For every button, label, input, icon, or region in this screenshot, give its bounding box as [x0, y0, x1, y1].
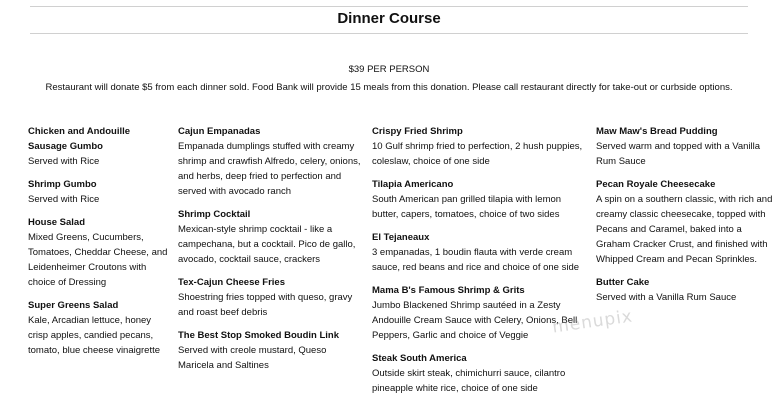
menu-column-appetizers-soups: [28, 124, 170, 366]
menu-item-name: Mama B's Famous Shrimp & Grits: [372, 285, 525, 296]
menu-item-description: Mexican-style shrimp cocktail - like a campechana, but a cocktail. Pico de gallo, avocado, cocktail sauce, crackers: [178, 224, 356, 265]
menu-item-description: Kale, Arcadian lettuce, honey crisp apples, candied pecans, tomato, blue cheese vinaigrette: [28, 315, 161, 356]
menu-item: [28, 124, 170, 169]
menu-item-name: Steak South America: [372, 353, 467, 364]
menu-item-description: 3 empanadas, 1 boudin flauta with verde cream sauce, red beans and rice and choice of one side: [372, 247, 580, 273]
menu-item-name: Pecan Royale Cheesecake: [596, 179, 716, 190]
menu-item-name: Shrimp Cocktail: [178, 209, 251, 220]
top-divider: [30, 6, 748, 7]
menu-item: [28, 298, 170, 358]
menu-item: [596, 177, 774, 267]
menu-item-name: Tilapia Americano: [372, 179, 454, 190]
menu-item: [178, 124, 363, 199]
menu-item-description: Jumbo Blackened Shrimp sautéed in a Zesty Andouille Cream Sauce with Celery, Onions, Bell Peppers, Garlic and choice of Veggie: [372, 300, 578, 341]
menu-item: [28, 177, 170, 207]
price-per-person: $39 PER PERSON: [348, 64, 430, 75]
menu-item-name: Cajun Empanadas: [178, 126, 261, 137]
menu-item: [372, 351, 590, 396]
menu-item-name: Chicken and Andouille Sausage Gumbo: [28, 126, 131, 152]
menu-item-description: A spin on a southern classic, with rich and creamy classic cheesecake, topped with Pecans and Caramel, baked into a Graham Cracker Crust, and finished with Whipped Cream and Pecan Sprinkles.: [596, 194, 773, 265]
menu-item: [372, 230, 590, 275]
menu-column-desserts: [596, 124, 774, 313]
menu-column-starters: [178, 124, 363, 381]
menu-item-name: The Best Stop Smoked Boudin Link: [178, 330, 339, 341]
menu-item-description: South American pan grilled tilapia with lemon butter, capers, tomatoes, choice of two sides: [372, 194, 562, 220]
menu-item: [178, 275, 363, 320]
menu-item-description: Served warm and topped with a Vanilla Rum Sauce: [596, 141, 761, 167]
menu-item: [596, 124, 774, 169]
menu-item: [372, 124, 590, 169]
title-divider: [30, 33, 748, 34]
menu-item-description: Mixed Greens, Cucumbers, Tomatoes, Cheddar Cheese, and Leidenheimer Croutons with choice of Dressing: [28, 232, 168, 288]
menu-item-name: Crispy Fried Shrimp: [372, 126, 463, 137]
donation-note: Restaurant will donate $5 from each dinner sold. Food Bank will provide 15 meals from this donation. Please call restaurant directly for take-out or curbside options.: [45, 82, 733, 93]
menu-item-description: 10 Gulf shrimp fried to perfection, 2 hush puppies, coleslaw, choice of one side: [372, 141, 583, 167]
menu-item: [372, 177, 590, 222]
menu-item-description: Outside skirt steak, chimichurri sauce, cilantro pineapple white rice, choice of one side: [372, 368, 566, 394]
menu-item-description: Served with a Vanilla Rum Sauce: [596, 292, 737, 303]
page-title: Dinner Course: [337, 10, 441, 27]
menu-item-description: Empanada dumplings stuffed with creamy shrimp and crawfish Alfredo, celery, onions, and herbs, deep fried to perfection and served with avocado ranch: [178, 141, 361, 197]
menu-item-name: Tex-Cajun Cheese Fries: [178, 277, 286, 288]
menu-item: [596, 275, 774, 305]
menu-item-description: Shoestring fries topped with queso, gravy and roast beef debris: [178, 292, 353, 318]
menu-item-name: Super Greens Salad: [28, 300, 119, 311]
menu-item-description: Served with Rice: [28, 194, 100, 205]
menu-item-name: House Salad: [28, 217, 86, 228]
menu-item-name: Shrimp Gumbo: [28, 179, 97, 190]
menu-item-description: Served with creole mustard, Queso Maricela and Saltines: [178, 345, 327, 371]
menu-item: [28, 215, 170, 290]
menu-item: [178, 207, 363, 267]
menu-item-name: Maw Maw's Bread Pudding: [596, 126, 718, 137]
menupix-watermark: menupix: [551, 306, 635, 338]
menu-item: [178, 328, 363, 373]
menu-item-description: Served with Rice: [28, 156, 100, 167]
menu-column-entrees: [372, 124, 590, 404]
menu-item-name: El Tejaneaux: [372, 232, 430, 243]
menu-item-name: Butter Cake: [596, 277, 650, 288]
